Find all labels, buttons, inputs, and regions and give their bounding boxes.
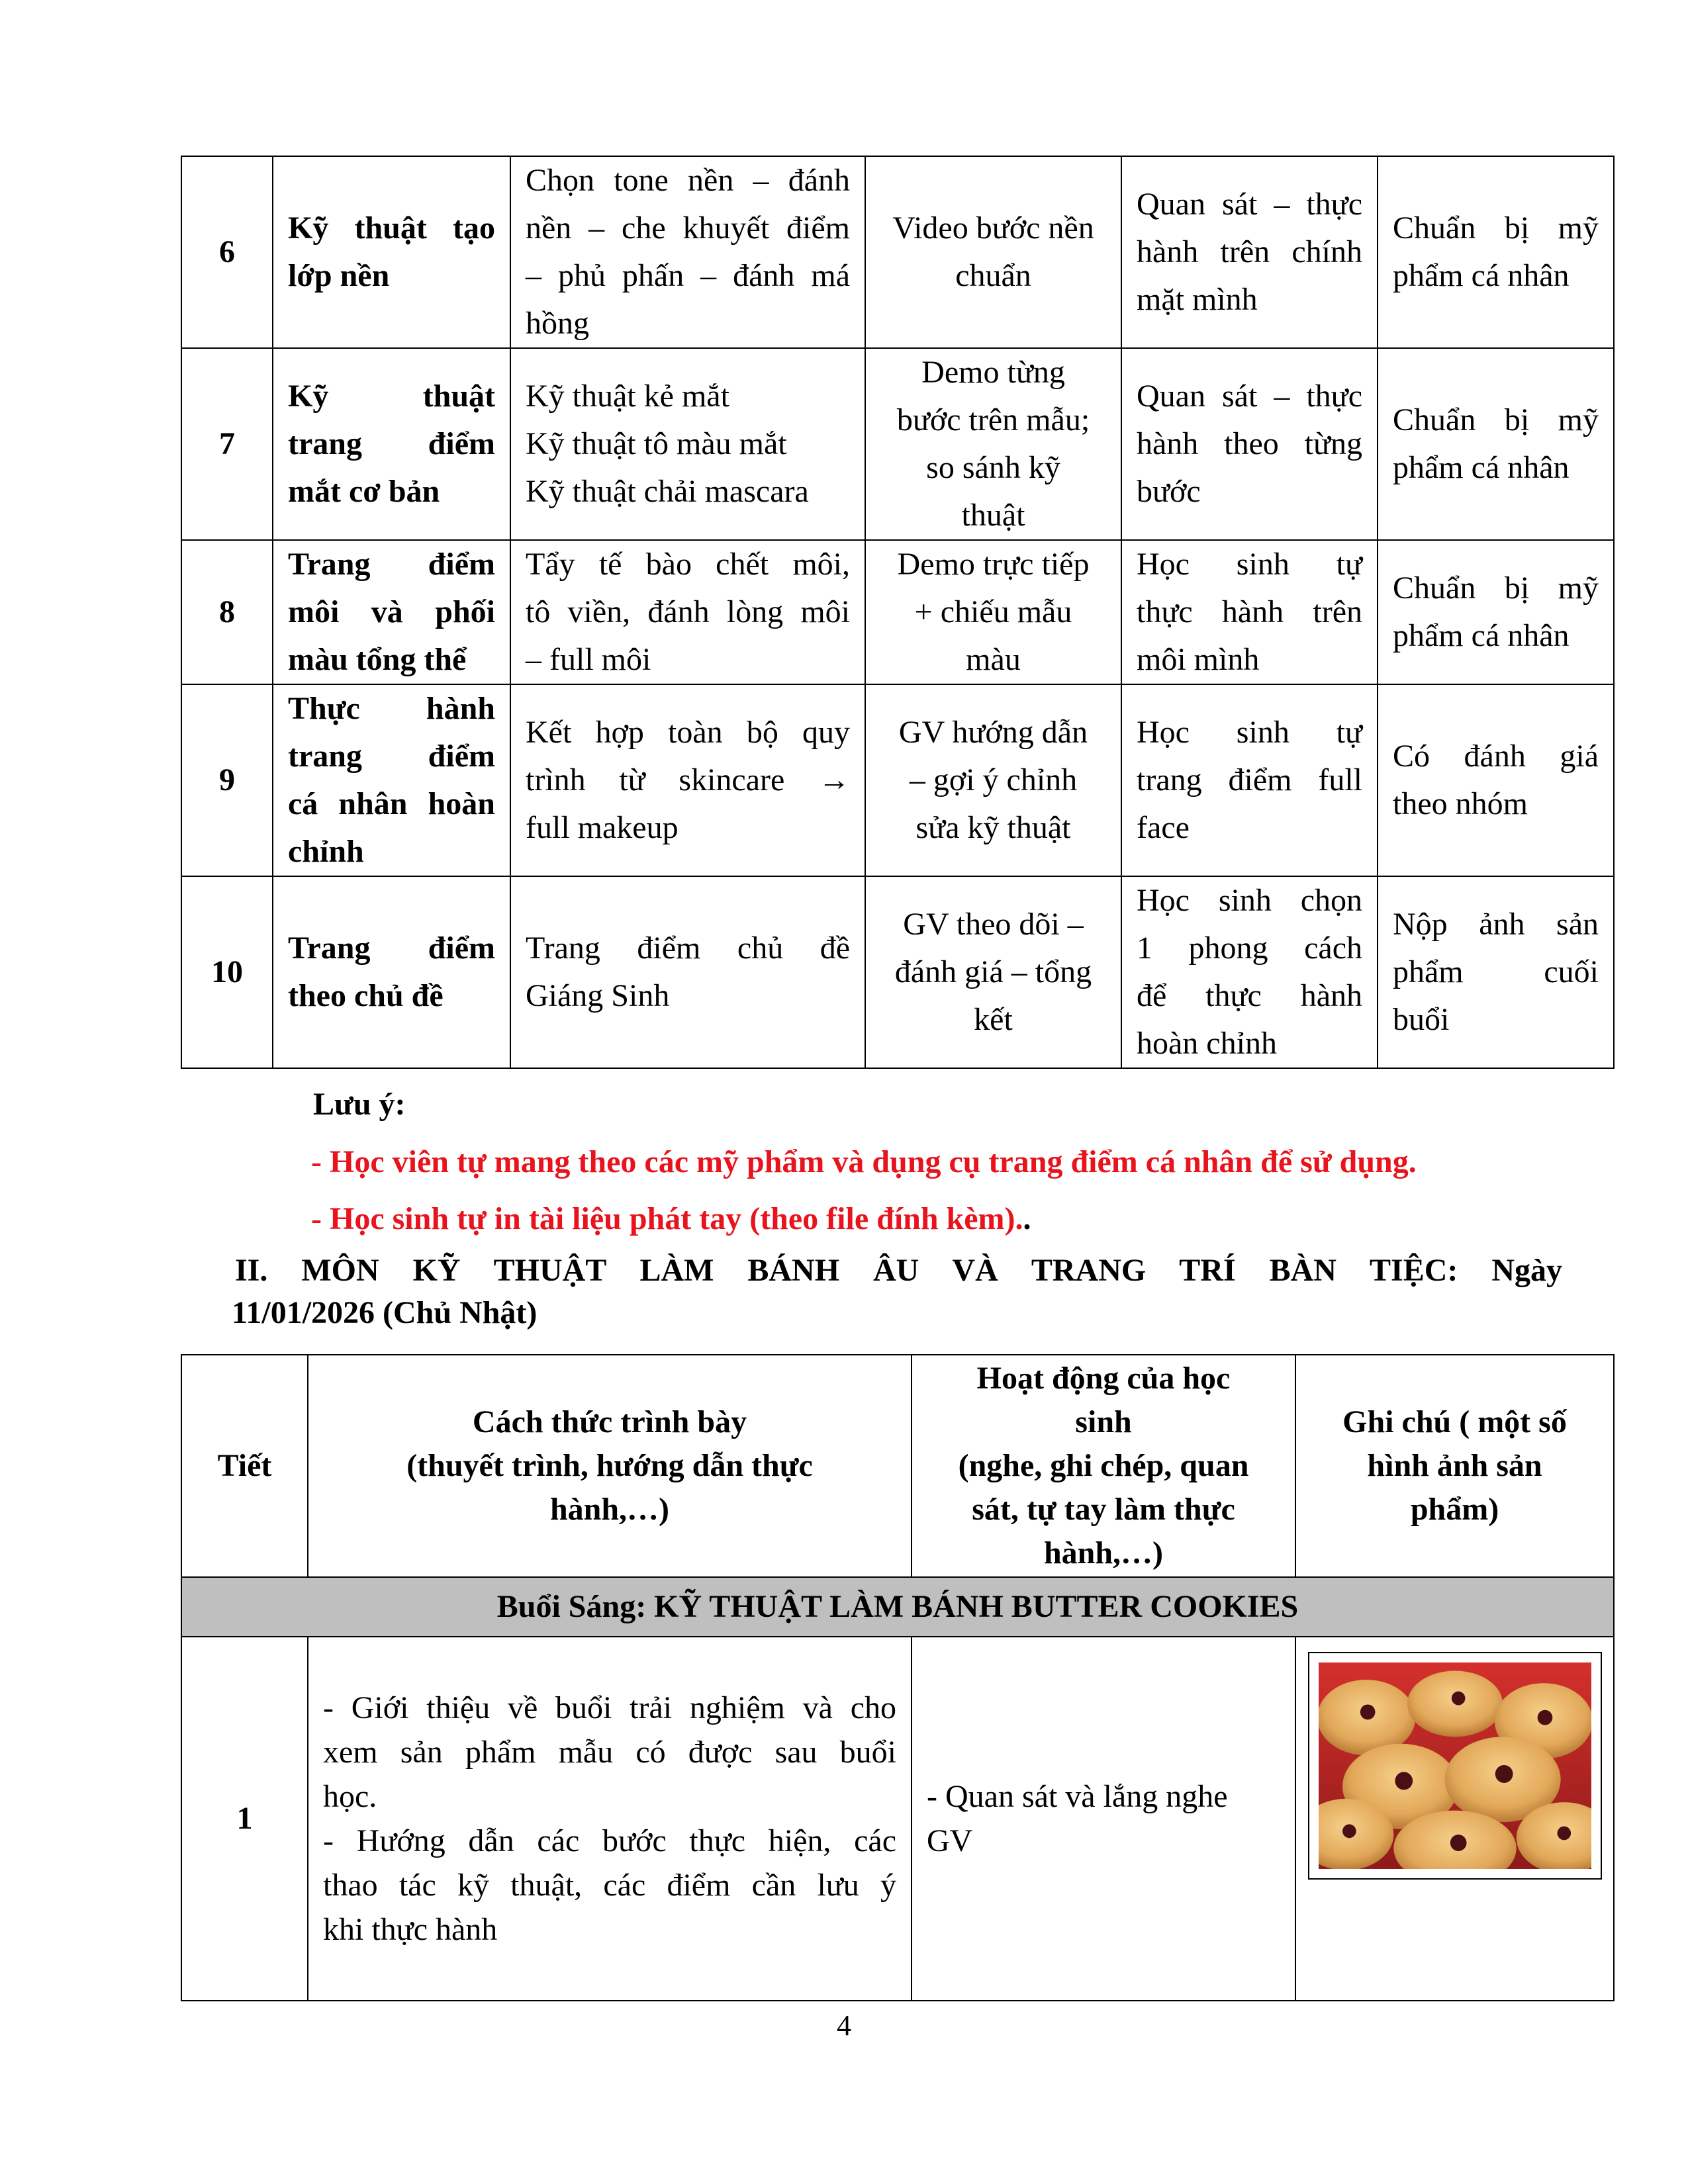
table-row <box>181 540 1614 684</box>
lesson-note: Chuẩn bị mỹ phẩm cá nhân <box>1378 348 1614 540</box>
lesson-method: - Giới thiệu về buổi trải nghiệm và cho xem sản phẩm mẫu có được sau buổi học. - Hướng dẫn các bước thực hiện, các thao tác kỹ thuật, các điểm cần lưu ý khi thực hành <box>308 1637 912 2001</box>
lesson-method: Video bước nền chuẩn <box>865 156 1121 348</box>
lesson-table-baking <box>181 1354 1615 2001</box>
lesson-method: Demo trực tiếp + chiếu mẫu màu <box>865 540 1121 684</box>
lesson-number: 8 <box>181 540 273 684</box>
notes-title: Lưu ý: <box>313 1087 406 1122</box>
lesson-activity: Học sinh chọn 1 phong cách để thực hành hoàn chỉnh <box>1121 876 1378 1068</box>
table-row <box>181 348 1614 540</box>
lesson-note <box>1295 1637 1614 2001</box>
lesson-topic: Kỹ thuật tạo lớp nền <box>273 156 510 348</box>
section-heading: II. MÔN KỸ THUẬT LÀM BÁNH ÂU VÀ TRANG TRÍ BÀN TIỆC: Ngày 11/01/2026 (Chủ Nhật) <box>232 1253 1562 1330</box>
lesson-content: Chọn tone nền – đánh nền – che khuyết điểm – phủ phấn – đánh má hồng <box>510 156 865 348</box>
lesson-number: 7 <box>181 348 273 540</box>
lesson-number: 9 <box>181 684 273 876</box>
lesson-activity: Học sinh tự trang điểm full face <box>1121 684 1378 876</box>
lesson-topic: Kỹ thuật trang điểm mắt cơ bản <box>273 348 510 540</box>
page-number: 4 <box>837 2009 851 2042</box>
lesson-topic: Trang điểm môi và phối màu tổng thể <box>273 540 510 684</box>
table-row <box>181 876 1614 1068</box>
session-title: Buổi Sáng: KỸ THUẬT LÀM BÁNH BUTTER COOKIES <box>181 1577 1614 1637</box>
header-method: Cách thức trình bày (thuyết trình, hướng dẫn thực hành,…) <box>308 1355 912 1577</box>
note-item: - Học sinh tự in tài liệu phát tay (theo file đính kèm).. <box>311 1201 1031 1236</box>
lesson-method: GV theo dõi – đánh giá – tổng kết <box>865 876 1121 1068</box>
lesson-method: Demo từng bước trên mẫu; so sánh kỹ thuật <box>865 348 1121 540</box>
lesson-topic: Trang điểm theo chủ đề <box>273 876 510 1068</box>
lesson-activity: Quan sát – thực hành trên chính mặt mình <box>1121 156 1378 348</box>
lesson-note: Chuẩn bị mỹ phẩm cá nhân <box>1378 540 1614 684</box>
lesson-content: Trang điểm chủ đề Giáng Sinh <box>510 876 865 1068</box>
lesson-method: GV hướng dẫn – gợi ý chỉnh sửa kỹ thuật <box>865 684 1121 876</box>
lesson-number: 1 <box>181 1637 308 2001</box>
header-note: Ghi chú ( một số hình ảnh sản phẩm) <box>1295 1355 1614 1577</box>
lesson-content: Kết hợp toàn bộ quy trình từ skincare → full makeup <box>510 684 865 876</box>
table-row <box>181 1637 1614 2001</box>
lesson-activity: Quan sát – thực hành theo từng bước <box>1121 348 1378 540</box>
lesson-number: 6 <box>181 156 273 348</box>
header-activity: Hoạt động của học sinh (nghe, ghi chép, quan sát, tự tay làm thực hành,…) <box>912 1355 1295 1577</box>
lesson-topic: Thực hành trang điểm cá nhân hoàn chỉnh <box>273 684 510 876</box>
table-row <box>181 684 1614 876</box>
note-item: - Học viên tự mang theo các mỹ phẩm và dụng cụ trang điểm cá nhân để sử dụng. <box>311 1144 1417 1179</box>
table-header-row <box>181 1355 1614 1577</box>
lesson-content: Kỹ thuật kẻ mắt Kỹ thuật tô màu mắt Kỹ thuật chải mascara <box>510 348 865 540</box>
lesson-number: 10 <box>181 876 273 1068</box>
lesson-table-makeup <box>181 156 1615 1069</box>
lesson-activity: - Quan sát và lắng nghe GV <box>912 1637 1295 2001</box>
butter-cookies-photo <box>1319 1662 1591 1869</box>
lesson-note: Có đánh giá theo nhóm <box>1378 684 1614 876</box>
lesson-content: Tẩy tế bào chết môi, tô viền, đánh lòng môi – full môi <box>510 540 865 684</box>
lesson-activity: Học sinh tự thực hành trên môi mình <box>1121 540 1378 684</box>
session-row <box>181 1577 1614 1637</box>
header-tiet: Tiết <box>181 1355 308 1577</box>
lesson-note: Chuẩn bị mỹ phẩm cá nhân <box>1378 156 1614 348</box>
product-photo-frame <box>1308 1652 1602 1880</box>
lesson-note: Nộp ảnh sản phẩm cuối buổi <box>1378 876 1614 1068</box>
table-row <box>181 156 1614 348</box>
